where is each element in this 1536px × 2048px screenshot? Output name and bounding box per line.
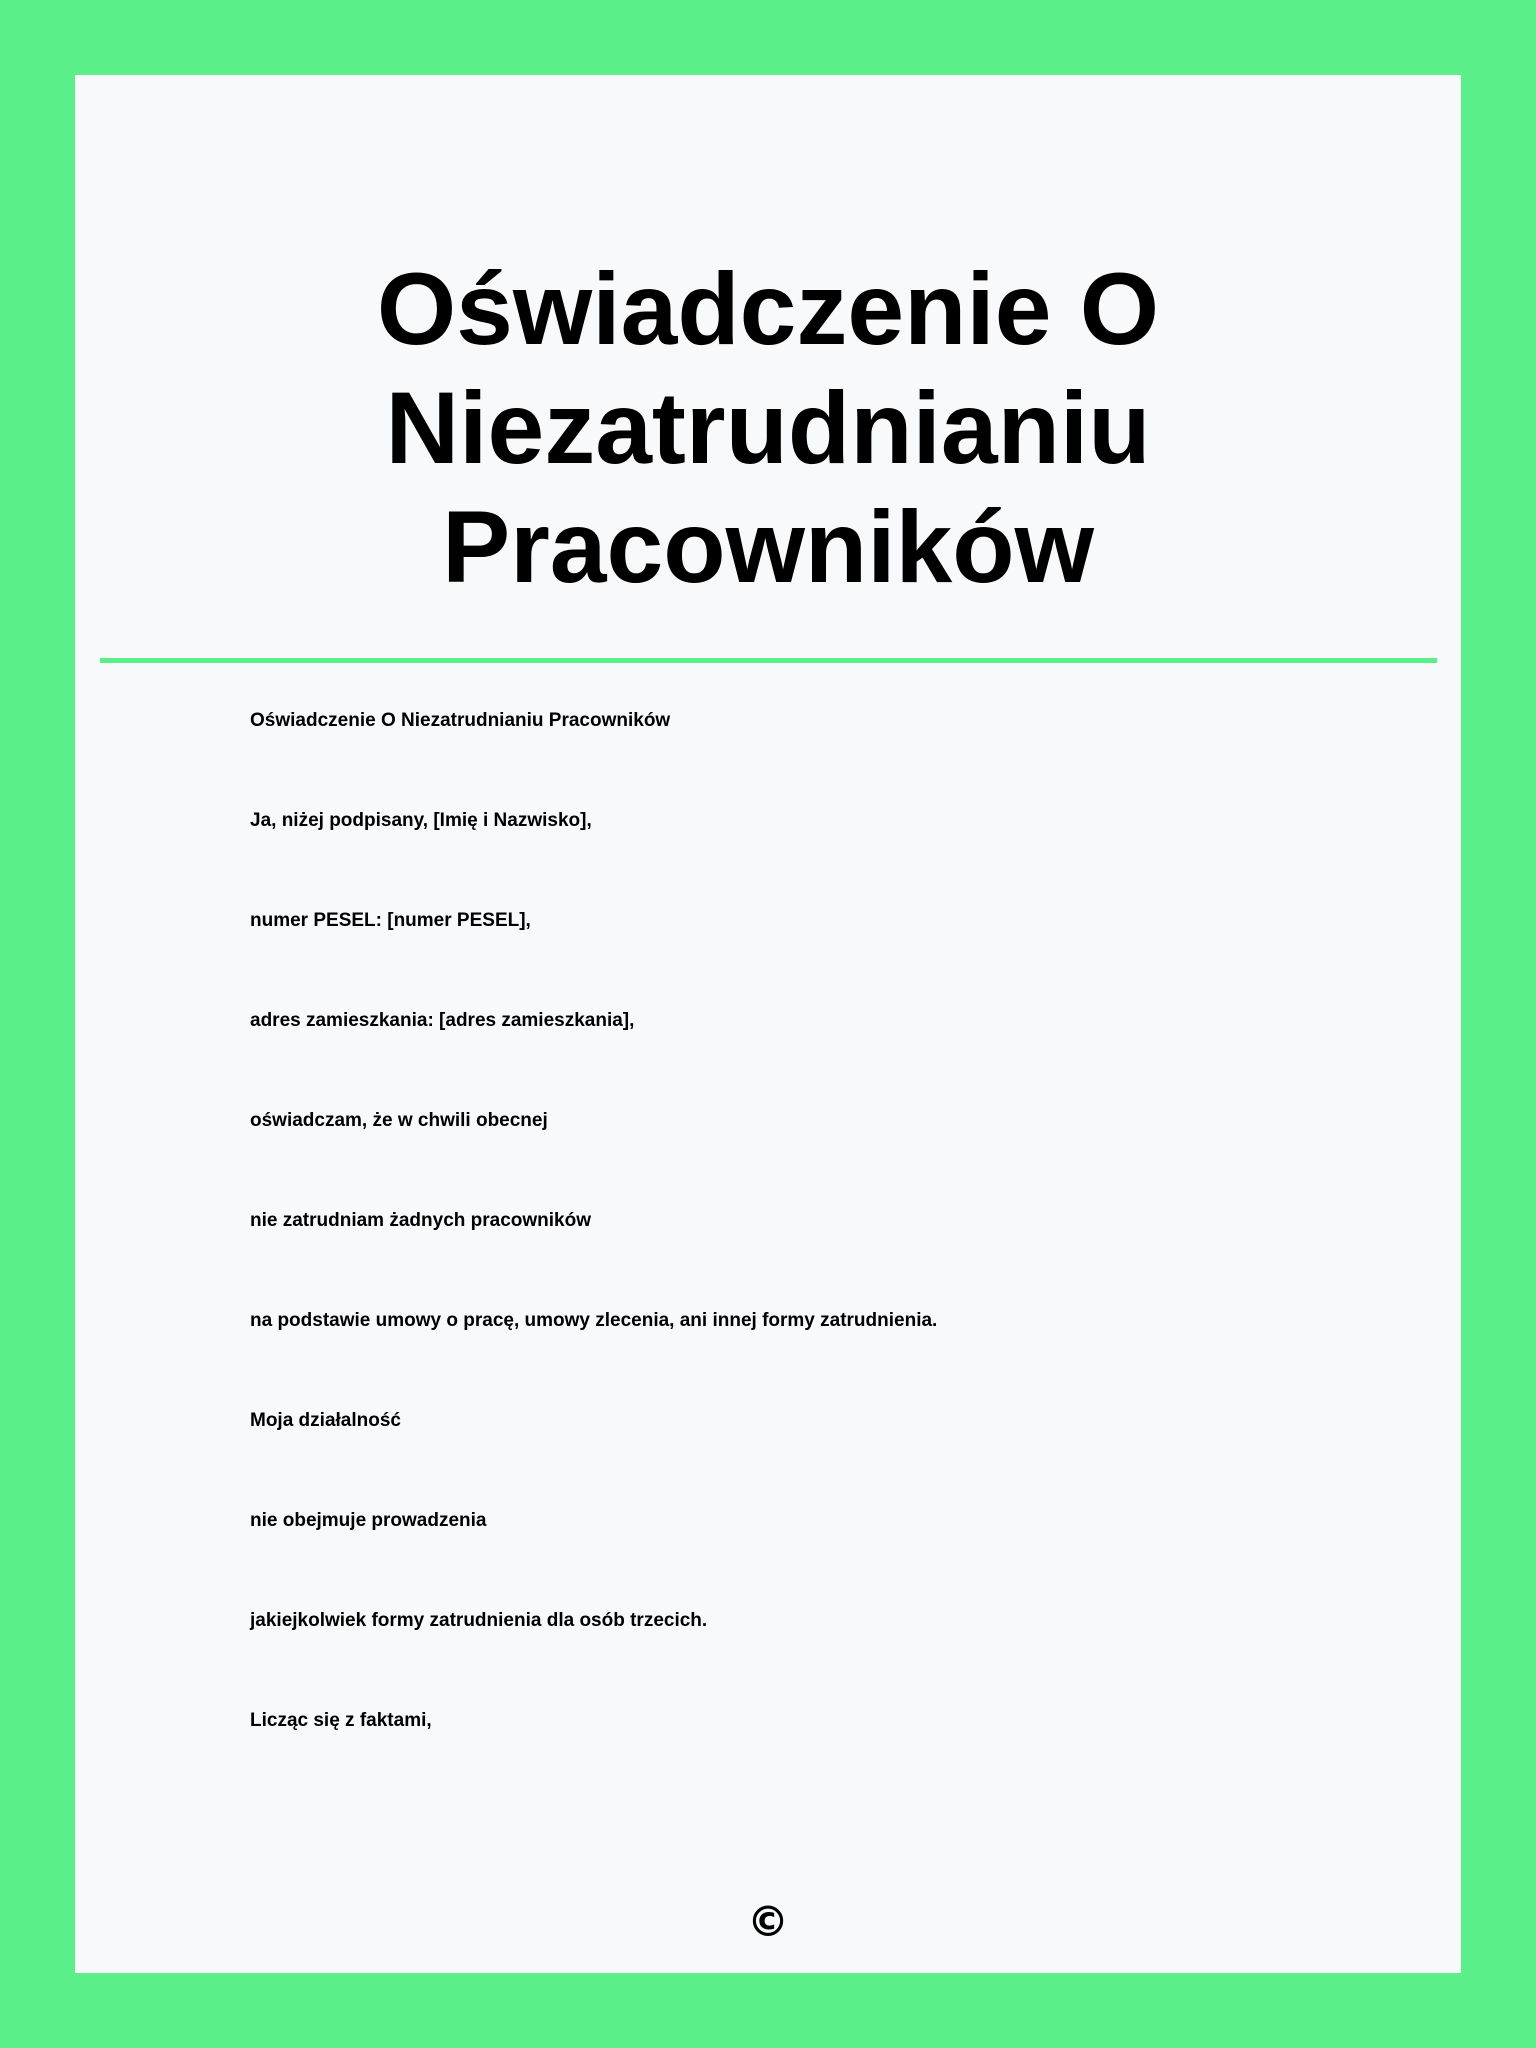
document-page [75, 75, 1461, 1973]
body-line: nie obejmuje prowadzenia [250, 1510, 487, 1531]
body-line: na podstawie umowy o pracę, umowy zlecenia, ani innej formy zatrudnienia. [250, 1310, 938, 1331]
body-line: Oświadczenie O Niezatrudnianiu Pracowników [250, 710, 671, 731]
body-line: adres zamieszkania: [adres zamieszkania], [250, 1010, 635, 1031]
body-line: Licząc się z faktami, [250, 1710, 432, 1731]
copyright-icon: © [747, 1897, 789, 1946]
document-title: Oświadczenie O Niezatrudnianiu Pracowników [376, 252, 1160, 604]
title-divider [100, 658, 1437, 663]
body-line: oświadczam, że w chwili obecnej [250, 1110, 548, 1131]
body-line: Ja, niżej podpisany, [Imię i Nazwisko], [250, 810, 592, 831]
body-line: nie zatrudniam żadnych pracowników [250, 1210, 592, 1231]
body-line: jakiejkolwiek formy zatrudnienia dla osób trzecich. [250, 1610, 708, 1631]
body-line: Moja działalność [250, 1410, 401, 1431]
body-line: numer PESEL: [numer PESEL], [250, 910, 531, 931]
